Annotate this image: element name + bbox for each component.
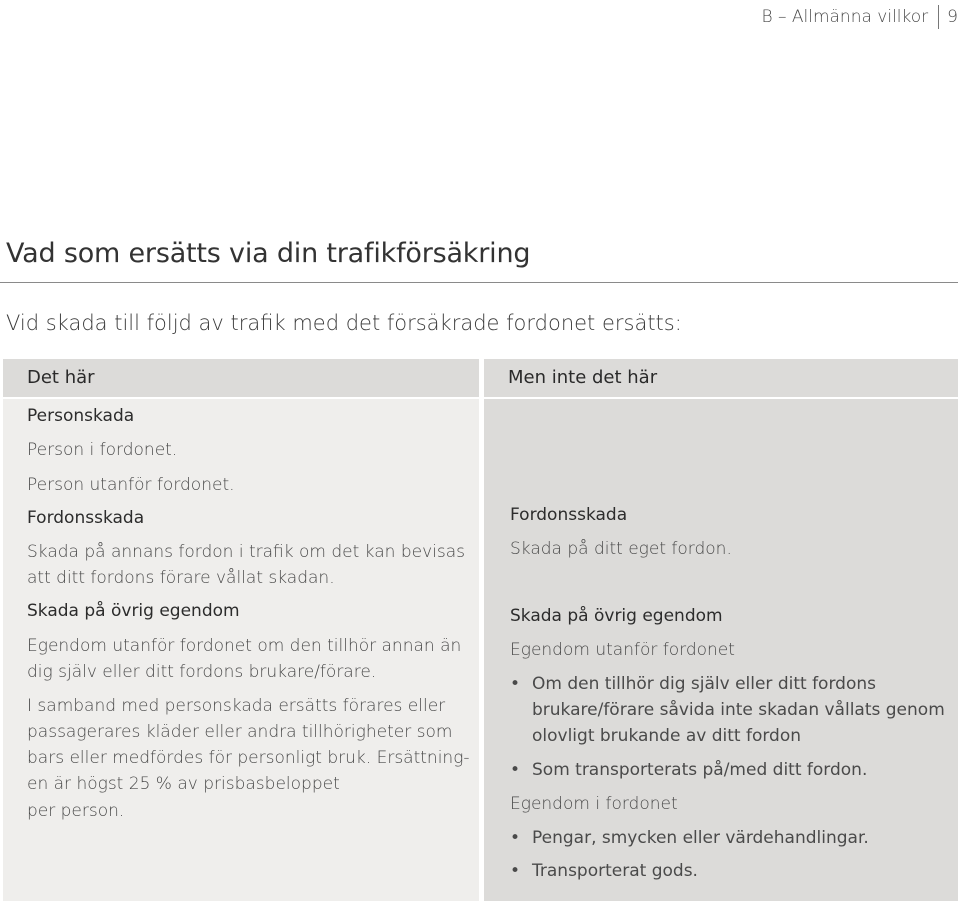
- covered-header-label: Det här: [27, 367, 95, 388]
- egendom-heading-right: Skada på övrig egendom: [510, 606, 723, 626]
- page-title: Vad som ersätts via din trafikförsäkring: [6, 238, 531, 269]
- egendom-text-line1: Egendom utanför fordonet om den tillhör annan än: [27, 636, 462, 656]
- list-item: [510, 757, 950, 783]
- fordonsskada-heading-left: Fordonsskada: [27, 508, 145, 528]
- covered-column-header: [3, 359, 479, 399]
- bullet1-line1: Om den tillhör dig själv eller ditt fordons: [532, 674, 876, 694]
- samband-text-line3: bars eller medfördes för personligt bruk. Ersättning-: [27, 748, 470, 768]
- bullet4-text: Transporterat gods.: [532, 861, 698, 881]
- egendom-heading-left: Skada på övrig egendom: [27, 601, 240, 621]
- list-item: [510, 825, 950, 851]
- fordonsskada-text-line2: att ditt fordons förare vållat skadan.: [27, 568, 335, 588]
- fordonsskada-text-line1: Skada på annans fordon i trafik om det kan bevisas: [27, 542, 465, 562]
- bullet-icon: •: [510, 861, 521, 881]
- property-in-vehicle-label: Egendom i fordonet: [510, 794, 678, 814]
- samband-text-line1: I samband med personskada ersätts förares eller: [27, 696, 446, 716]
- bullet2-text: Som transporterats på/med ditt fordon.: [532, 760, 868, 780]
- list-item: [510, 671, 950, 751]
- not-covered-header-label: Men inte det här: [508, 367, 658, 388]
- bullet1-line2: brukare/förare såvida inte skadan vållats genom: [532, 700, 945, 720]
- title-divider: [0, 282, 958, 283]
- not-covered-column-header: [484, 359, 958, 399]
- own-vehicle-damage-text: Skada på ditt eget fordon.: [510, 539, 732, 559]
- property-outside-vehicle-label: Egendom utanför fordonet: [510, 640, 735, 660]
- bullet-icon: •: [510, 760, 521, 780]
- list-item: [510, 858, 950, 884]
- not-covered-column: [484, 359, 958, 901]
- personskada-heading: Personskada: [27, 406, 135, 426]
- samband-text-line4: en är högst 25 % av prisbasbeloppet: [27, 774, 340, 794]
- bullet-icon: •: [510, 674, 521, 694]
- covered-column: [3, 359, 479, 901]
- fordonsskada-heading-right: Fordonsskada: [510, 505, 628, 525]
- section-label: B – Allmänna villkor: [761, 7, 929, 27]
- bullet-icon: •: [510, 828, 521, 848]
- running-header: [761, 5, 960, 29]
- page-number: 9: [947, 7, 958, 27]
- header-divider: [938, 5, 939, 29]
- samband-text-line2: passagerares kläder eller andra tillhörigheter som: [27, 722, 453, 742]
- bullet1-line3: olovligt brukande av ditt fordon: [532, 726, 802, 746]
- person-outside-vehicle-text: Person utanför fordonet.: [27, 475, 235, 495]
- samband-text-line5: per person.: [27, 801, 125, 821]
- bullet3-text: Pengar, smycken eller värdehandlingar.: [532, 828, 869, 848]
- egendom-text-line2: dig själv eller ditt fordons brukare/förare.: [27, 662, 377, 682]
- person-in-vehicle-text: Person i fordonet.: [27, 440, 178, 460]
- page-subtitle: Vid skada till följd av trafik med det försäkrade fordonet ersätts:: [6, 311, 682, 335]
